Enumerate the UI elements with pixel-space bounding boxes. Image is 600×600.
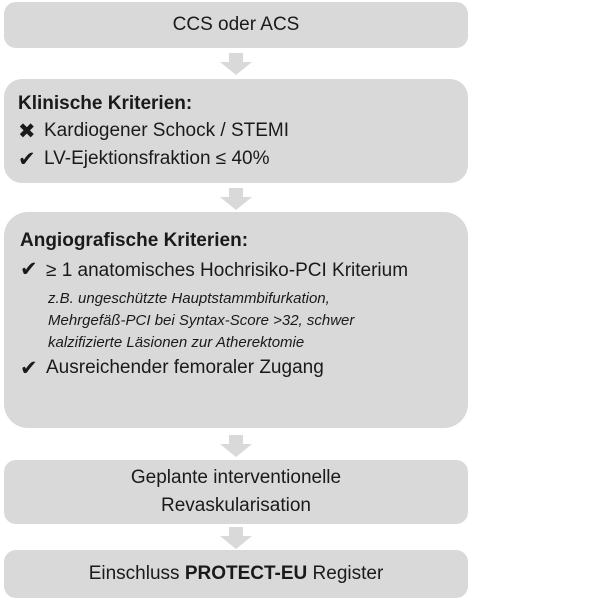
criterion-femoral-access	[20, 354, 454, 382]
down-arrow-icon	[220, 53, 252, 75]
check-icon: ✔	[18, 147, 36, 171]
down-arrow-icon	[220, 188, 252, 210]
inclusion-register-box	[4, 550, 468, 598]
down-arrow-icon	[220, 435, 252, 457]
example-line: z.B. ungeschützte Hauptstammbifurkation,	[48, 290, 330, 307]
criterion-text: Kardiogener Schock / STEMI	[44, 120, 289, 141]
criterion-lv-ejection-fraction	[18, 145, 454, 173]
inclusion-register-text	[89, 560, 384, 588]
angiographic-criteria-box	[4, 212, 468, 428]
criterion-text: LV-Ejektionsfraktion ≤ 40%	[44, 148, 270, 169]
cross-icon: ✖	[18, 119, 36, 143]
criterion-cardiogenic-shock	[18, 117, 454, 145]
clinical-criteria-heading: Klinische Kriterien:	[18, 93, 193, 114]
criterion-examples	[20, 288, 454, 354]
planned-revascularization-line1: Geplante interventionelle	[130, 467, 342, 488]
check-icon: ✔	[20, 356, 38, 380]
planned-revascularization-box	[4, 460, 468, 524]
inclusion-prefix: Einschluss	[88, 563, 180, 584]
example-line: kalzifizierte Läsionen zur Atherektomie	[48, 334, 305, 351]
inclusion-suffix: Register	[312, 563, 384, 584]
check-icon: ✔	[20, 257, 38, 281]
criterion-text: Ausreichender femoraler Zugang	[46, 357, 324, 378]
example-line: Mehrgefäß-PCI bei Syntax-Score >32, schwer	[48, 312, 355, 329]
clinical-criteria-box	[4, 79, 468, 183]
angiographic-criteria-heading: Angiografische Kriterien:	[20, 230, 249, 251]
criterion-text: ≥ 1 anatomisches Hochrisiko-PCI Kriterium	[46, 260, 409, 281]
step-ccs-acs	[4, 2, 468, 48]
planned-revascularization-line2: Revaskularisation	[161, 495, 311, 516]
down-arrow-icon	[220, 527, 252, 549]
register-name: PROTECT-EU	[184, 563, 308, 584]
step-ccs-acs-label: CCS oder ACS	[172, 14, 300, 35]
criterion-high-risk-pci	[20, 254, 454, 286]
